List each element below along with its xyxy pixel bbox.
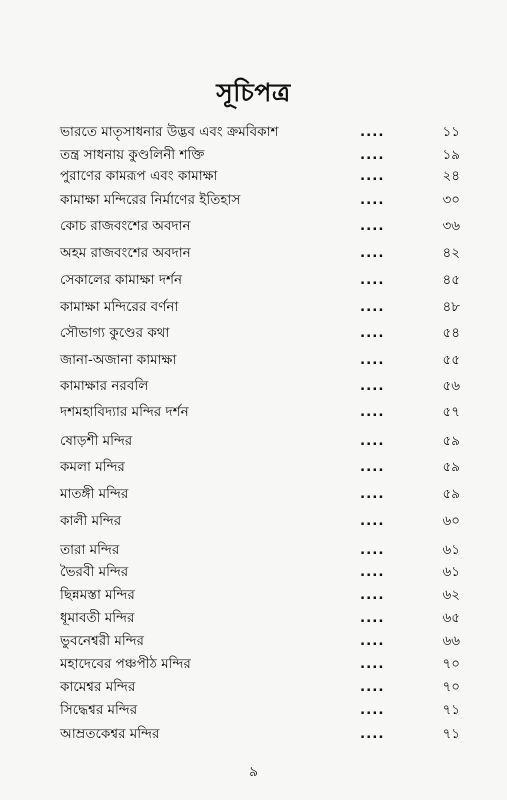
toc-entry-title: জানা-অজানা কামাক্ষা bbox=[60, 352, 177, 368]
toc-entry-page: ২৪ bbox=[442, 168, 460, 184]
toc-entry-page: ৫৯ bbox=[442, 486, 460, 502]
toc-entry bbox=[0, 216, 507, 236]
toc-entry-page: ৫৪ bbox=[442, 325, 460, 341]
toc-entry-title: দশমহাবিদ্যার মন্দির দর্শন bbox=[60, 404, 189, 420]
toc-entry-page: ৫৯ bbox=[442, 459, 460, 475]
toc-entry-leader: .... bbox=[360, 433, 385, 449]
toc-entry-page: ৭০ bbox=[442, 656, 460, 672]
toc-entry bbox=[0, 323, 507, 343]
toc-entry-leader: .... bbox=[360, 702, 385, 718]
toc-entry bbox=[0, 654, 507, 674]
toc-entry-title: কালী মন্দির bbox=[60, 513, 122, 529]
toc-entry bbox=[0, 457, 507, 477]
toc-entry-title: সিদ্ধেশ্বর মন্দির bbox=[60, 702, 138, 718]
toc-entry-leader: .... bbox=[360, 192, 385, 208]
toc-entry-leader: .... bbox=[360, 633, 385, 649]
toc-entry-page: ১১ bbox=[442, 124, 460, 140]
toc-entry-title: ভৈরবী মন্দির bbox=[60, 564, 129, 580]
toc-entry bbox=[0, 376, 507, 396]
toc-entry bbox=[0, 511, 507, 531]
toc-entry-title: অহম রাজবংশের অবদান bbox=[60, 245, 191, 261]
page-title: সূচিপত্র bbox=[216, 78, 291, 107]
toc-entry-leader: .... bbox=[360, 299, 385, 315]
toc-entry-page: ৫৭ bbox=[442, 404, 460, 420]
toc-entry bbox=[0, 631, 507, 651]
toc-entry-title: আম্রতকেশ্বর মন্দির bbox=[60, 726, 160, 742]
toc-entry-page: ৬১ bbox=[442, 542, 460, 558]
toc-entry-leader: .... bbox=[360, 564, 385, 580]
toc-entry-page: ৬২ bbox=[442, 587, 460, 603]
toc-entry bbox=[0, 484, 507, 504]
toc-entry-leader: .... bbox=[360, 542, 385, 558]
toc-entry-title: ভুবনেশ্বরী মন্দির bbox=[60, 633, 144, 649]
toc-entry-title: কামাক্ষার নরবলি bbox=[60, 378, 149, 394]
toc-entry-leader: .... bbox=[360, 124, 385, 140]
toc-entry-page: ১৯ bbox=[442, 147, 460, 163]
toc-entry-title: পুরাণের কামরূপ এবং কামাক্ষা bbox=[60, 168, 218, 184]
toc-entry-title: কোচ রাজবংশের অবদান bbox=[60, 218, 191, 234]
toc-entry bbox=[0, 145, 507, 165]
toc-entry-leader: .... bbox=[360, 168, 385, 184]
toc-entry-page: ৩০ bbox=[442, 192, 460, 208]
toc-entry-title: ছিন্নমস্তা মন্দির bbox=[60, 587, 135, 603]
toc-entry-leader: .... bbox=[360, 486, 385, 502]
toc-entry-title: মাতঙ্গী মন্দির bbox=[60, 486, 129, 502]
toc-entry bbox=[0, 724, 507, 744]
toc-entry-title: সৌভাগ্য কুণ্ডের কথা bbox=[60, 325, 170, 341]
toc-entry-page: ৭১ bbox=[442, 702, 460, 718]
toc-entry-page: ৪৫ bbox=[442, 272, 460, 288]
toc-entry-title: কামাক্ষা মন্দিরের বর্ণনা bbox=[60, 299, 179, 315]
toc-entry-title: কামাক্ষা মন্দিরের নির্মাণের ইতিহাস bbox=[60, 192, 241, 208]
toc-entry bbox=[0, 122, 507, 142]
toc-entry bbox=[0, 585, 507, 605]
toc-entry-leader: .... bbox=[360, 656, 385, 672]
toc-entry-leader: .... bbox=[360, 245, 385, 261]
toc-entry-title: তন্ত্র সাধনায় কুণ্ডলিনী শক্তি bbox=[60, 147, 205, 163]
toc-entry-page: ৪২ bbox=[442, 245, 460, 261]
toc-entry-leader: .... bbox=[360, 218, 385, 234]
toc-entry-leader: .... bbox=[360, 272, 385, 288]
toc-entry bbox=[0, 562, 507, 582]
toc-entry-leader: .... bbox=[360, 378, 385, 394]
toc-entry-title: তারা মন্দির bbox=[60, 542, 120, 558]
toc-entry-page: ৫৫ bbox=[442, 352, 460, 368]
toc-entry-leader: .... bbox=[360, 679, 385, 695]
toc-entry-leader: .... bbox=[360, 325, 385, 341]
toc-entry-leader: .... bbox=[360, 404, 385, 420]
toc-entry-title: কামেশ্বর মন্দির bbox=[60, 679, 136, 695]
toc-entry-leader: .... bbox=[360, 587, 385, 603]
toc-entry-page: ৬৫ bbox=[442, 610, 460, 626]
toc-entry-leader: .... bbox=[360, 726, 385, 742]
toc-entry bbox=[0, 166, 507, 186]
toc-entry-page: ৩৬ bbox=[442, 218, 460, 234]
toc-entry bbox=[0, 431, 507, 451]
toc-entry-title: সেকালের কামাক্ষা দর্শন bbox=[60, 272, 183, 288]
toc-entry-leader: .... bbox=[360, 352, 385, 368]
toc-entry-page: ৬০ bbox=[442, 513, 460, 529]
toc-entry-leader: .... bbox=[360, 147, 385, 163]
toc-entry-page: ৪৮ bbox=[442, 299, 460, 315]
toc-entry-page: ৫৬ bbox=[442, 378, 460, 394]
toc-entry bbox=[0, 700, 507, 720]
toc-entry bbox=[0, 350, 507, 370]
toc-entry bbox=[0, 608, 507, 628]
page-number: ৯ bbox=[248, 764, 259, 780]
toc-entry-page: ৭০ bbox=[442, 679, 460, 695]
toc-entry bbox=[0, 677, 507, 697]
toc-entry bbox=[0, 270, 507, 290]
toc-entry bbox=[0, 190, 507, 210]
toc-entry bbox=[0, 297, 507, 317]
toc-entry bbox=[0, 402, 507, 422]
toc-entry-title: কমলা মন্দির bbox=[60, 459, 125, 475]
toc-entry bbox=[0, 540, 507, 560]
toc-entry-leader: .... bbox=[360, 459, 385, 475]
toc-entry-title: মহাদেবের পঞ্চপীঠ মন্দির bbox=[60, 656, 191, 672]
toc-entry-page: ৫৯ bbox=[442, 433, 460, 449]
toc-entry-page: ৭১ bbox=[442, 726, 460, 742]
toc-entry-title: ষোড়শী মন্দির bbox=[60, 433, 133, 449]
toc-entry-title: ধূমাবতী মন্দির bbox=[60, 610, 135, 626]
toc-entry-page: ৬৬ bbox=[442, 633, 460, 649]
toc-entry-title: ভারতে মাতৃসাধনার উদ্ভব এবং ক্রমবিকাশ bbox=[60, 124, 279, 140]
toc-entry-page: ৬১ bbox=[442, 564, 460, 580]
toc-entry-leader: .... bbox=[360, 513, 385, 529]
toc-entry-leader: .... bbox=[360, 610, 385, 626]
toc-entry bbox=[0, 243, 507, 263]
